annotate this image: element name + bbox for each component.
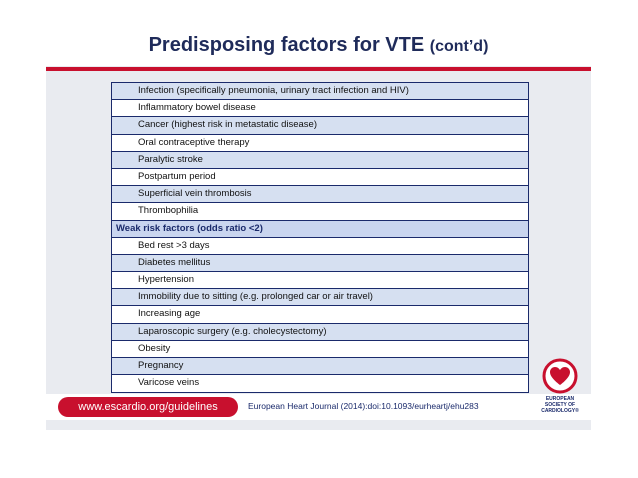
title-area xyxy=(46,20,591,66)
logo-line-2: SOCIETY OF xyxy=(544,402,576,408)
esc-logo xyxy=(534,358,586,428)
title-suffix: (cont’d) xyxy=(429,38,489,55)
table-row: Pregnancy xyxy=(112,358,528,375)
table-row: Cancer (highest risk in metastatic disease) xyxy=(112,117,528,134)
logo-line-1: EUROPEAN xyxy=(545,396,575,402)
logo-text xyxy=(534,396,586,414)
risk-factor-table xyxy=(111,82,529,393)
table-row: Superficial vein thrombosis xyxy=(112,186,528,203)
title-main: Predisposing factors for VTE xyxy=(148,34,425,56)
table-row: Postpartum period xyxy=(112,169,528,186)
table-row: Bed rest >3 days xyxy=(112,238,528,255)
table-row: Diabetes mellitus xyxy=(112,255,528,272)
table-row: Oral contraceptive therapy xyxy=(112,135,528,152)
table-row: Paralytic stroke xyxy=(112,152,528,169)
table-row: Obesity xyxy=(112,341,528,358)
logo-line-3: CARDIOLOGY® xyxy=(541,408,579,414)
table-row: Hypertension xyxy=(112,272,528,289)
slide xyxy=(46,20,591,430)
table-row: Inflammatory bowel disease xyxy=(112,100,528,117)
heart-logo-icon xyxy=(542,358,578,394)
table-row: Varicose veins xyxy=(138,377,200,389)
table-row: Laparoscopic surgery (e.g. cholecystectomy) xyxy=(112,324,528,341)
slide-title xyxy=(46,34,591,57)
guidelines-url: www.escardio.org/guidelines xyxy=(78,401,218,413)
table-row: Infection (specifically pneumonia, urinary tract infection and HIV) xyxy=(112,83,528,100)
table-section-header: Weak risk factors (odds ratio <2) xyxy=(112,221,528,238)
guidelines-link[interactable] xyxy=(58,397,238,417)
table-row: Increasing age xyxy=(112,306,528,323)
table-row: Thrombophilia xyxy=(112,203,528,220)
journal-citation: European Heart Journal (2014):doi:10.1093/eurheartj/ehu283 xyxy=(248,401,479,411)
title-divider xyxy=(46,67,591,71)
table-row: Immobility due to sitting (e.g. prolonged car or air travel) xyxy=(112,289,528,306)
